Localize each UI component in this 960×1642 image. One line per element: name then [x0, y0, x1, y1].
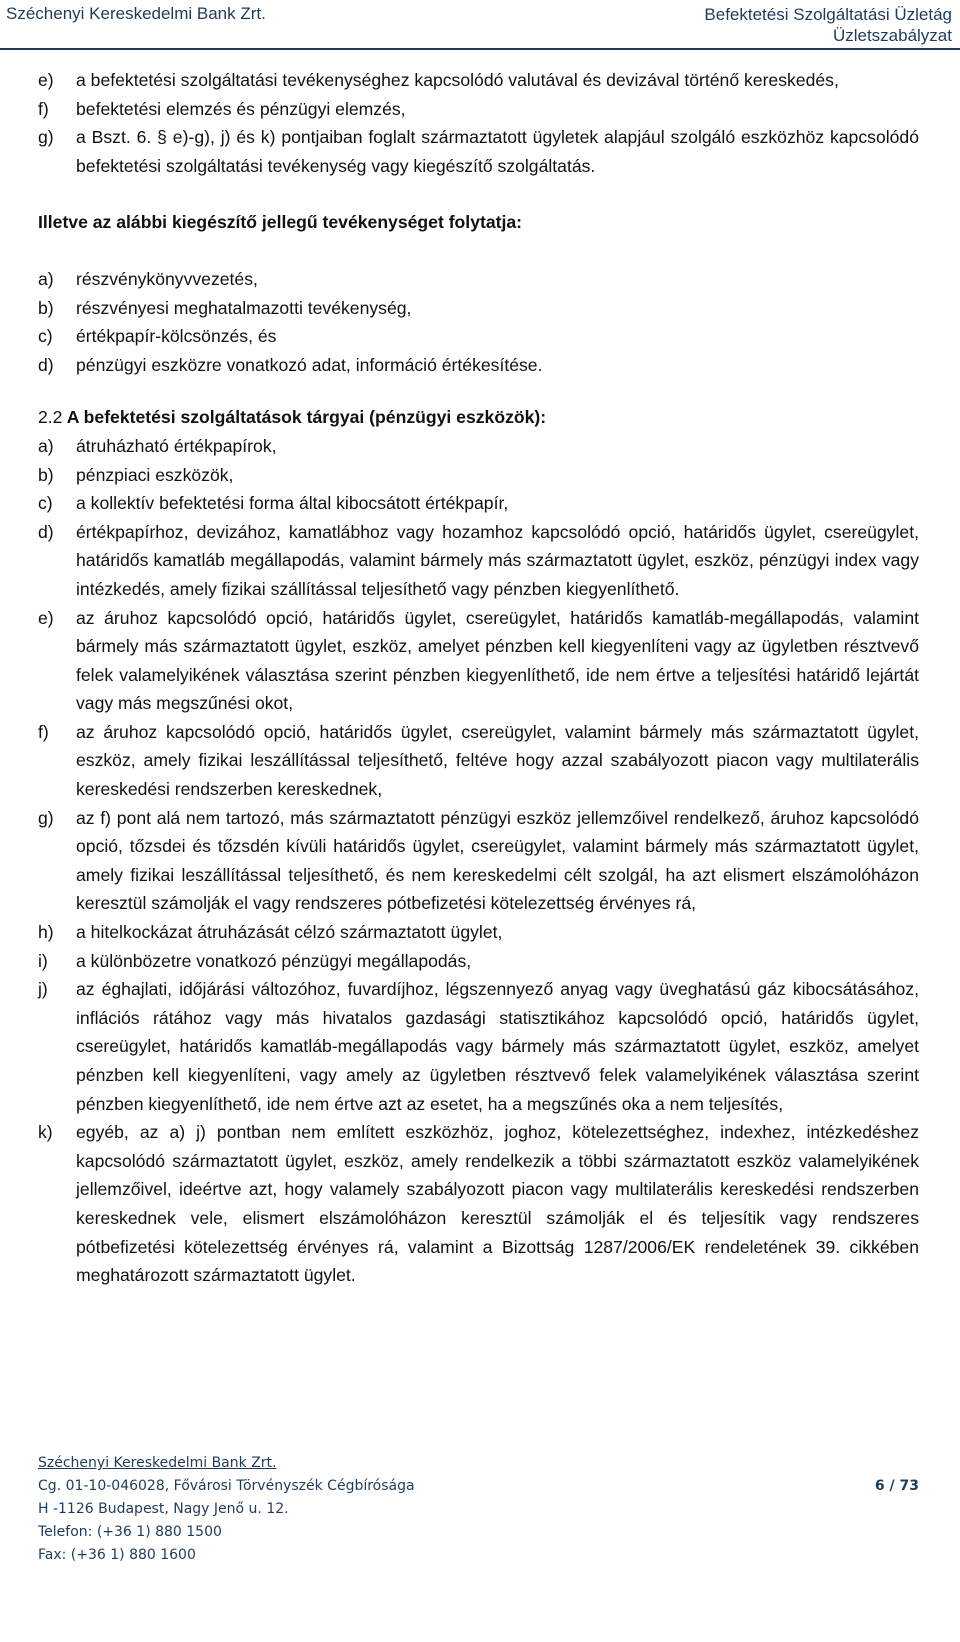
list-item-label: c) [38, 326, 53, 347]
top-list [38, 66, 919, 180]
list-item [38, 123, 919, 180]
list-item [38, 461, 919, 490]
page-footer [38, 1452, 919, 1567]
page-number: 6 / 73 [874, 1478, 919, 1494]
list-item-label: i) [38, 950, 48, 971]
list-item-label: g) [38, 807, 54, 828]
list-item [38, 604, 919, 718]
list-item [38, 432, 919, 461]
list-item-label: a) [38, 268, 54, 289]
list-item-text: a Bszt. 6. § e)-g), j) és k) pontjaiban foglalt származtatott ügyletek alapjául szolgáló eszközhöz kapcsolódó befektetési szolgáltatási tevékenység vagy kiegészítő szolgáltatás. [76, 127, 919, 176]
list-item [38, 918, 919, 947]
footer-fax: Fax: (+36 1) 880 1600 [38, 1547, 196, 1563]
list-item-text: az éghajlati, időjárási változóhoz, fuvardíjhoz, légszennyező anyag vagy üveghatású gáz kibocsátásához, inflációs rátához vagy más hivatalos gazdasági statisztikához kapcsolódó opció, határidős ügylet, csereügylet, határidős kamatláb-megállapodás vagy bármely más származtatott ügylet, eszköz, amelyet pénzben kell kiegyenlíteni, vagy amely az ügyletben résztvevő felek valamelyikének választása szerint pénzben kiegyenlíthető, ide nem értve azt az esetet, ha a megszűnés oka a nem teljesítés, [76, 979, 919, 1114]
list-item [38, 66, 919, 95]
footer-address: H -1126 Budapest, Nagy Jenő u. 12. [38, 1501, 289, 1517]
list-item-label: h) [38, 922, 54, 943]
list-item-text: az áruhoz kapcsolódó opció, határidős ügylet, csereügylet, valamint bármely más származtatott ügylet, eszköz, amely fizikai leszállítással teljesíthető, feltéve hogy azzal szabályozott piacon vagy multilaterális kereskedési rendszerben kereskednek, [76, 721, 919, 800]
list-item-label: g) [38, 127, 54, 148]
list-item-text: részvénykönyvvezetés, [76, 268, 258, 289]
list-item [38, 1118, 919, 1290]
header-doc-name: Üzletszabályzat [832, 26, 952, 45]
list-item [38, 489, 919, 518]
header-company: Széchenyi Kereskedelmi Bank Zrt. [6, 4, 266, 23]
list-item-text: befektetési elemzés és pénzügyi elemzés, [76, 98, 406, 119]
instruments-list [38, 432, 919, 1290]
section-number: 2.2 [38, 407, 63, 428]
list-item-label: d) [38, 521, 54, 542]
list-item-label: e) [38, 70, 54, 90]
list-item [38, 975, 919, 1118]
list-item-text: a különbözetre vonatkozó pénzügyi megállapodás, [76, 950, 472, 971]
list-item [38, 518, 919, 604]
list-item-label: b) [38, 464, 54, 485]
page-header [0, 0, 960, 50]
list-item [38, 322, 919, 351]
list-item-label: a) [38, 435, 54, 456]
list-item-text: a hitelkockázat átruházását célzó származtatott ügylet, [76, 922, 503, 943]
list-item-text: értékpapírhoz, devizához, kamatlábhoz vagy hozamhoz kapcsolódó opció, határidős ügylet, csereügylet, határidős kamatláb megállapodás, valamint bármely más származtatott ügylet, eszköz, pénzügyi index vagy intézkedés, amely fizikai szállítással teljesíthető vagy pénzben kiegyenlíthető. [76, 521, 919, 599]
header-document-title [704, 4, 952, 46]
list-item-text: pénzügyi eszközre vonatkozó adat, információ értékesítése. [76, 354, 543, 375]
list-item-label: c) [38, 493, 53, 514]
list-item [38, 294, 919, 323]
section-heading [38, 403, 919, 432]
header-division: Befektetési Szolgáltatási Üzletág [704, 5, 952, 24]
list-item-label: b) [38, 297, 54, 318]
list-item-text: átruházható értékpapírok, [76, 435, 277, 456]
list-item [38, 351, 919, 380]
header-divider [0, 48, 960, 50]
list-item [38, 95, 919, 124]
list-item-label: j) [38, 979, 48, 1000]
list-item-text: a kollektív befektetési forma által kibocsátott értékpapír, [76, 493, 509, 514]
list-item-text: pénzpiaci eszközök, [76, 464, 234, 485]
list-item [38, 804, 919, 918]
list-item-text: a befektetési szolgáltatási tevékenységhez kapcsolódó valutával és devizával történő kereskedés, [76, 70, 839, 90]
supplementary-list [38, 265, 919, 379]
list-item-label: f) [38, 98, 49, 119]
list-item [38, 265, 919, 294]
section-title: A befektetési szolgáltatások tárgyai (pénzügyi eszközök): [66, 407, 547, 428]
list-item-text: részvényesi meghatalmazotti tevékenység, [76, 297, 412, 318]
supplementary-heading: Illetve az alábbi kiegészítő jellegű tevékenységet folytatja: [38, 212, 523, 233]
list-item-text: az f) pont alá nem tartozó, más származtatott pénzügyi eszköz jellemzőivel rendelkező, áruhoz kapcsolódó opció, tőzsdei és tőzsdén kívüli határidős ügylet, csereügylet, valamint bármely más származtatott ügylet, amely fizikai leszállítással teljesíthető, és nem kereskedelmi célt szolgál, ha azt elismert elszámolóházon keresztül számolják el vagy rendszeres pótbefizetési kötelezettség érvényes rá, [76, 807, 919, 914]
list-item-label: e) [38, 607, 54, 628]
list-item [38, 947, 919, 976]
list-item-label: k) [38, 1122, 53, 1143]
list-item-label: f) [38, 721, 49, 742]
footer-company: Széchenyi Kereskedelmi Bank Zrt. [38, 1455, 277, 1471]
list-item-text: egyéb, az a) j) pontban nem említett eszközhöz, joghoz, kötelezettséghez, indexhez, intézkedéshez kapcsolódó származtatott ügylet, eszköz, amely rendelkezik a többi származtatott eszköz valamelyikének jellemzőivel, ideértve azt, hogy valamely szabályozott piacon vagy multilaterális kereskedési rendszerben kereskednek vele, elismert elszámolóházon keresztül számolják el és teljesítik vagy rendszeres pótbefizetési kötelezettség érvényes rá, valamint a Bizottság 1287/2006/EK rendeletének 39. cikkében meghatározott származtatott ügylet. [76, 1122, 919, 1286]
footer-registry: Cg. 01-10-046028, Fővárosi Törvényszék Cégbírósága [38, 1478, 415, 1494]
list-item-text: értékpapír-kölcsönzés, és [76, 326, 277, 347]
list-item-text: az áruhoz kapcsolódó opció, határidős ügylet, csereügylet, határidős kamatláb-megállapodás, valamint bármely más származtatott ügylet, eszköz, amelyet pénzben kell kiegyenlíteni vagy az ügyletben résztvevő felek valamelyikének választása szerint pénzben kiegyenlíthető, ide nem értve a teljesítési határidő lejártát vagy más megszűnési okot, [76, 607, 919, 714]
document-body [38, 66, 919, 1290]
list-item [38, 718, 919, 804]
list-item-label: d) [38, 354, 54, 375]
footer-phone: Telefon: (+36 1) 880 1500 [38, 1524, 222, 1540]
